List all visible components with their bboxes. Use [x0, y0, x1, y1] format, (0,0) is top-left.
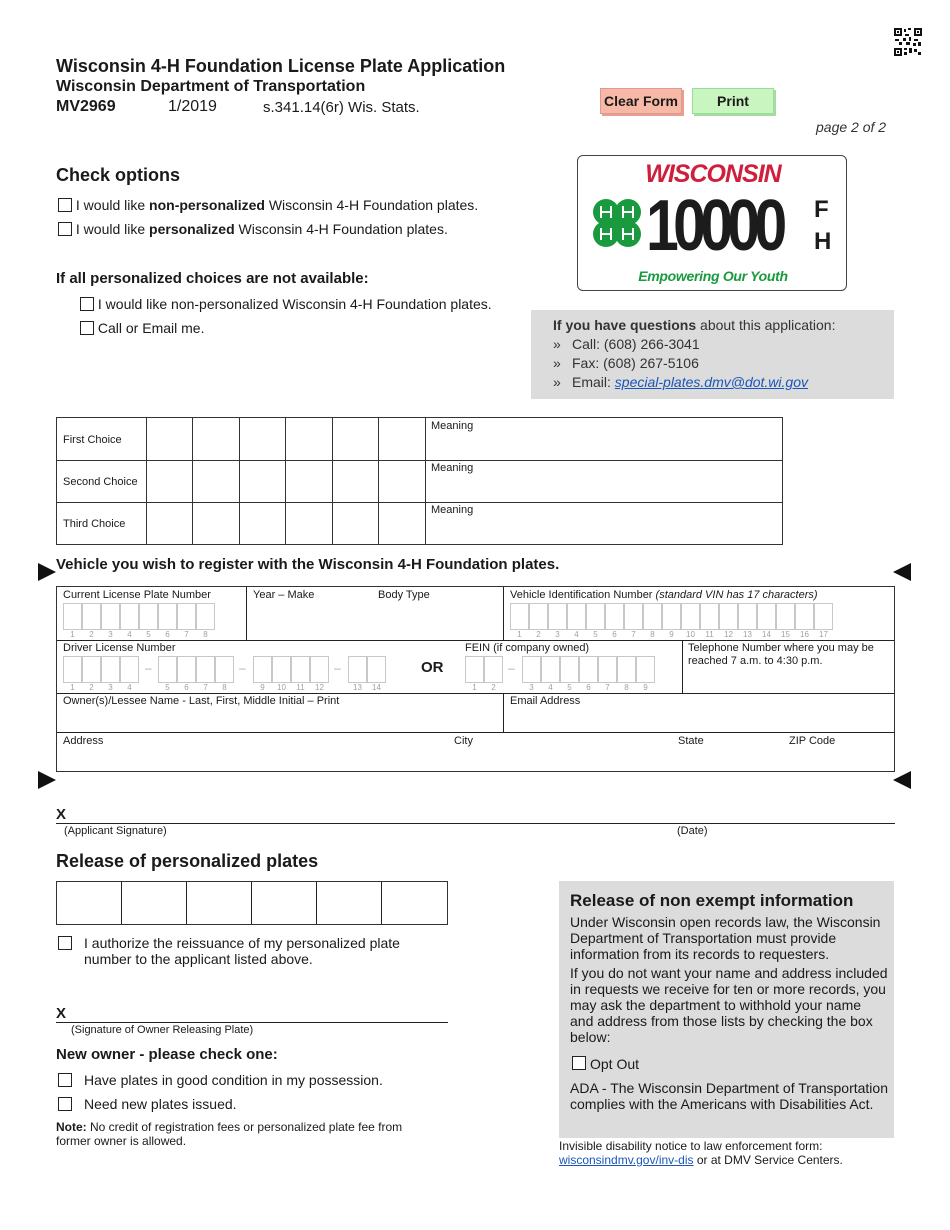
fein-label: FEIN (if company owned): [465, 642, 590, 654]
city-label: City: [454, 735, 473, 747]
applicant-signature-line[interactable]: [56, 823, 895, 824]
dash: –: [145, 661, 152, 675]
registration-arrow-icon: [893, 771, 911, 789]
good-condition-checkbox[interactable]: [58, 1073, 72, 1087]
questions-call: Call: (608) 266-3041: [572, 336, 700, 352]
disability-link[interactable]: wisconsindmv.gov/inv-dis: [559, 1153, 694, 1167]
opt-out-checkbox[interactable]: [572, 1056, 586, 1070]
date-label: (Date): [677, 825, 708, 837]
vin-note: (standard VIN has 17 characters): [655, 589, 818, 601]
release-heading: Release of personalized plates: [56, 851, 319, 871]
note-text: [56, 1120, 436, 1148]
check-options-heading: Check options: [56, 165, 181, 185]
disability-link-row: [559, 1153, 843, 1167]
option-text: Wisconsin 4-H Foundation plates.: [234, 221, 448, 237]
form-title: Wisconsin 4-H Foundation License Plate Application: [56, 56, 506, 76]
plate-number-input[interactable]: [63, 603, 215, 630]
questions-email-row: [572, 374, 808, 390]
option-text: Wisconsin 4-H Foundation plates.: [264, 197, 479, 213]
driver-license-input-a[interactable]: [63, 656, 139, 683]
owner-signature-line[interactable]: [56, 1022, 448, 1023]
driver-license-input-d[interactable]: [348, 656, 386, 683]
dl-digits-a: 1 2 3 4: [70, 683, 132, 692]
driver-license-label: Driver License Number: [63, 642, 176, 654]
release-plate-boxes[interactable]: [56, 881, 448, 925]
telephone-label: Telephone Number where you may be reached 7 a.m. to 4:30 p.m.: [688, 642, 874, 667]
meaning-label: Meaning: [431, 504, 474, 516]
note-bold: Note:: [56, 1120, 87, 1134]
clover-icon: [588, 194, 646, 252]
dash: –: [508, 661, 515, 675]
fallback-non-personalized-row: [80, 296, 492, 312]
plate-slogan: Empowering Our Youth: [638, 268, 788, 284]
good-condition-text: Have plates in good condition in my possession.: [84, 1072, 383, 1088]
questions-lead: [553, 317, 835, 333]
dash: –: [334, 661, 341, 675]
second-choice-label: Second Choice: [63, 476, 138, 488]
release-signature-x: X: [56, 1005, 67, 1022]
body-type-label: Body Type: [378, 589, 430, 601]
page-number: page 2 of 2: [816, 119, 887, 135]
vin-label: Vehicle Identification Number: [510, 589, 656, 601]
or-separator: OR: [421, 659, 444, 676]
fallback-text: I would like non-personalized Wisconsin 4-H Foundation plates.: [97, 296, 492, 312]
dash: –: [239, 661, 246, 675]
vehicle-form: [56, 586, 895, 772]
questions-panel: [531, 310, 894, 399]
fein-input-a[interactable]: [465, 656, 503, 683]
vin-digits: 1 2 3 4 5 6 7 8 9 10 11 12 13 14 15 16 17: [517, 630, 828, 639]
plate-number-label: Current License Plate Number: [63, 589, 211, 601]
fallback-call-row: [80, 320, 204, 336]
fein-digits-a: 1 2: [472, 683, 496, 692]
questions-lead-bold: If you have questions: [553, 317, 697, 333]
option-personalized-row: [58, 221, 448, 237]
plate-suffix-h: H: [814, 228, 832, 255]
nonexempt-paragraph-2: If you do not want your name and address included in requests we receive for ten or more records, you may ask the department to withhold your name and address from those lists by checking the box below:: [570, 965, 888, 1045]
qr-code: [894, 28, 922, 56]
questions-bullet: »: [553, 355, 561, 371]
state-label: State: [678, 735, 704, 747]
option-bold: non-personalized: [149, 197, 265, 213]
third-choice-label: Third Choice: [63, 518, 126, 530]
option-text: I would like: [75, 221, 150, 237]
questions-fax: Fax: (608) 267-5106: [572, 355, 699, 371]
new-owner-heading: New owner - please check one:: [56, 1046, 278, 1063]
driver-license-input-c[interactable]: [253, 656, 329, 683]
fein-input-b[interactable]: [522, 656, 655, 683]
form-number: MV2969: [56, 98, 116, 115]
option-bold: personalized: [149, 221, 235, 237]
note-body: No credit of registration fees or personalized plate fee from former owner is allowed.: [56, 1120, 403, 1148]
applicant-signature-label: (Applicant Signature): [64, 825, 167, 837]
fallback-non-personalized-checkbox[interactable]: [80, 297, 94, 311]
new-plates-text: Need new plates issued.: [84, 1096, 237, 1112]
disability-suffix: or at DMV Service Centers.: [693, 1153, 843, 1167]
registration-arrow-icon: [893, 563, 911, 581]
meaning-label: Meaning: [431, 420, 474, 432]
questions-bullet: »: [553, 336, 561, 352]
questions-lead-rest: about this application:: [696, 317, 836, 333]
nonexempt-heading: Release of non exempt information: [570, 891, 854, 910]
plate-number-digits: 1 2 3 4 5 6 7 8: [70, 630, 208, 639]
vehicle-heading: Vehicle you wish to register with the Wisconsin 4-H Foundation plates.: [56, 556, 560, 573]
signature-x: X: [56, 806, 67, 823]
zip-code-label: ZIP Code: [789, 735, 836, 747]
opt-out-label: Opt Out: [590, 1056, 640, 1072]
first-choice-label: First Choice: [63, 434, 122, 446]
form-date: 1/2019: [168, 98, 217, 115]
fallback-text: Call or Email me.: [97, 320, 205, 336]
plate-number: 10000: [646, 186, 782, 266]
department-name: Wisconsin Department of Transportation: [56, 78, 366, 95]
option-text: I would like: [75, 197, 150, 213]
owner-signature-label: (Signature of Owner Releasing Plate): [71, 1024, 254, 1036]
personalized-checkbox[interactable]: [58, 222, 72, 236]
registration-arrow-icon: [38, 771, 56, 789]
nonexempt-panel: [559, 881, 894, 1138]
dl-digits-b: 5 6 7 8: [165, 683, 227, 692]
authorize-checkbox[interactable]: [58, 936, 72, 950]
ada-statement: ADA - The Wisconsin Department of Transportation complies with the Americans with Disabilities Act.: [570, 1080, 888, 1112]
new-plates-checkbox[interactable]: [58, 1097, 72, 1111]
license-plate-image: [577, 155, 847, 291]
call-or-email-checkbox[interactable]: [80, 321, 94, 335]
email-label: Email:: [572, 374, 615, 390]
meaning-label: Meaning: [431, 462, 474, 474]
questions-bullet: »: [553, 374, 561, 390]
vin-input[interactable]: [510, 603, 833, 630]
fein-digits-b: 3 4 5 6 7 8 9: [529, 683, 648, 692]
authorize-text: I authorize the reissuance of my personalized plate number to the applicant listed above.: [84, 935, 400, 967]
dl-digits-d: 13 14: [353, 683, 381, 692]
address-label: Address: [63, 735, 104, 747]
disability-notice: Invisible disability notice to law enforcement form:: [559, 1139, 823, 1153]
vin-label-row: [510, 589, 818, 601]
driver-license-input-b[interactable]: [158, 656, 234, 683]
email-link[interactable]: special-plates.dmv@dot.wi.gov: [614, 374, 808, 390]
owner-name-label: Owner(s)/Lessee Name - Last, First, Middle Initial – Print: [63, 695, 340, 707]
choices-table: [56, 417, 783, 545]
option-non-personalized-row: [58, 197, 478, 213]
non-personalized-checkbox[interactable]: [58, 198, 72, 212]
nonexempt-paragraph-1: Under Wisconsin open records law, the Wisconsin Department of Transportation must provide information from its records to requesters.: [570, 914, 881, 962]
email-address-label: Email Address: [510, 695, 581, 707]
dl-digits-c: 9 10 11 12: [260, 683, 324, 692]
plate-state-text: WISCONSIN: [645, 160, 781, 188]
print-button[interactable]: Print: [692, 88, 774, 114]
registration-arrow-icon: [38, 563, 56, 581]
year-make-label: Year – Make: [253, 589, 315, 601]
plate-suffix-f: F: [814, 196, 829, 223]
clear-form-button[interactable]: Clear Form: [600, 88, 682, 114]
fallback-heading: If all personalized choices are not available:: [56, 270, 369, 287]
statute-reference: s.341.14(6r) Wis. Stats.: [263, 99, 420, 116]
